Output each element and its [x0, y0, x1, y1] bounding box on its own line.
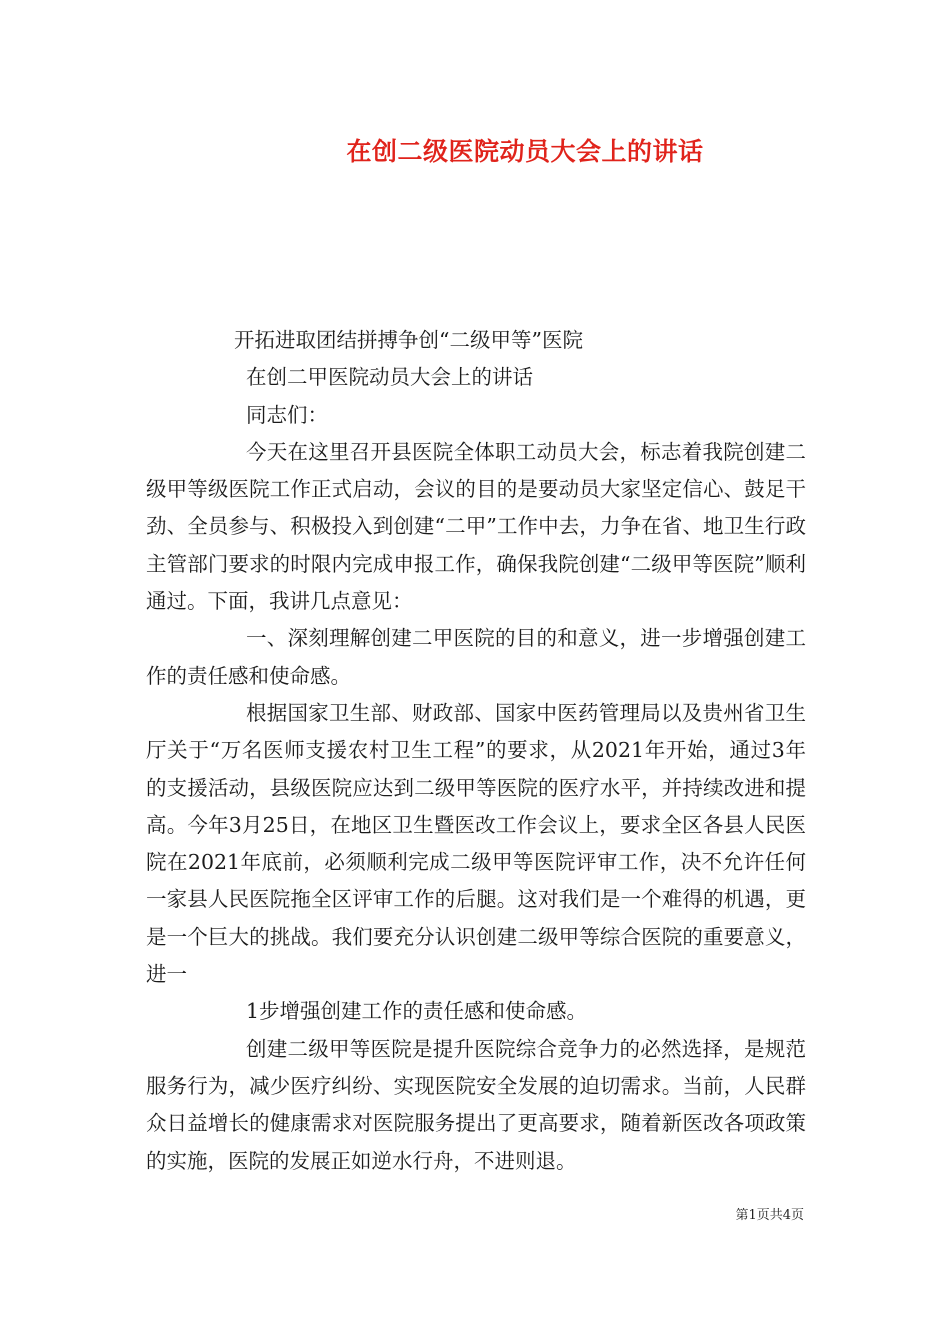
paragraph: 根据国家卫生部、财政部、国家中医药管理局以及贵州省卫生厅关于“万名医师支援农村卫生工程”的要求，从2021年开始，通过3年的支援活动，县级医院应达到二级甲等医院的医疗水平，并持续改进和提高。今年3月25日，在地区卫生暨医改工作会议上，要求全区各县人民医院在2021年底前，必须顺利完成二级甲等医院评审工作，决不允许任何一家县人民医院拖全区评审工作的后腿。这对我们是一个难得的机遇，更是一个巨大的挑战。我们要充分认识创建二级甲等综合医院的重要意义，进一 [146, 700, 806, 987]
salutation: 同志们： [246, 402, 328, 427]
document-title: 在创二级医院动员大会上的讲话 [346, 137, 704, 166]
page-number-footer: 第1页共4页 [735, 1208, 804, 1223]
paragraph: 今天在这里召开县医院全体职工动员大会，标志着我院创建二级甲等级医院工作正式启动，会议的目的是要动员大家坚定信心、鼓足干劲、全员参与、积极投入到创建“二甲”工作中去，力争在省、地卫生行政主管部门要求的时限内完成申报工作，确保我院创建“二级甲等医院”顺利通过。下面，我讲几点意见： [146, 439, 806, 614]
section-heading: 一、深刻理解创建二甲医院的目的和意义，进一步增强创建工作的责任感和使命感。 [146, 626, 806, 688]
paragraph: 创建二级甲等医院是提升医院综合竞争力的必然选择，是规范服务行为，减少医疗纠纷、实现医院安全发展的迫切需求。当前，人民群众日益增长的健康需求对医院服务提出了更高要求，随着新医改各项政策的实施，医院的发展正如逆水行舟，不进则退。 [146, 1036, 806, 1173]
document-body [146, 322, 806, 1180]
paragraph-continuation: 1步增强创建工作的责任感和使命感。 [246, 999, 588, 1024]
subtitle-line: 开拓进取团结拼搏争创“二级甲等”医院 [234, 328, 583, 352]
speech-name-line: 在创二甲医院动员大会上的讲话 [246, 365, 533, 390]
